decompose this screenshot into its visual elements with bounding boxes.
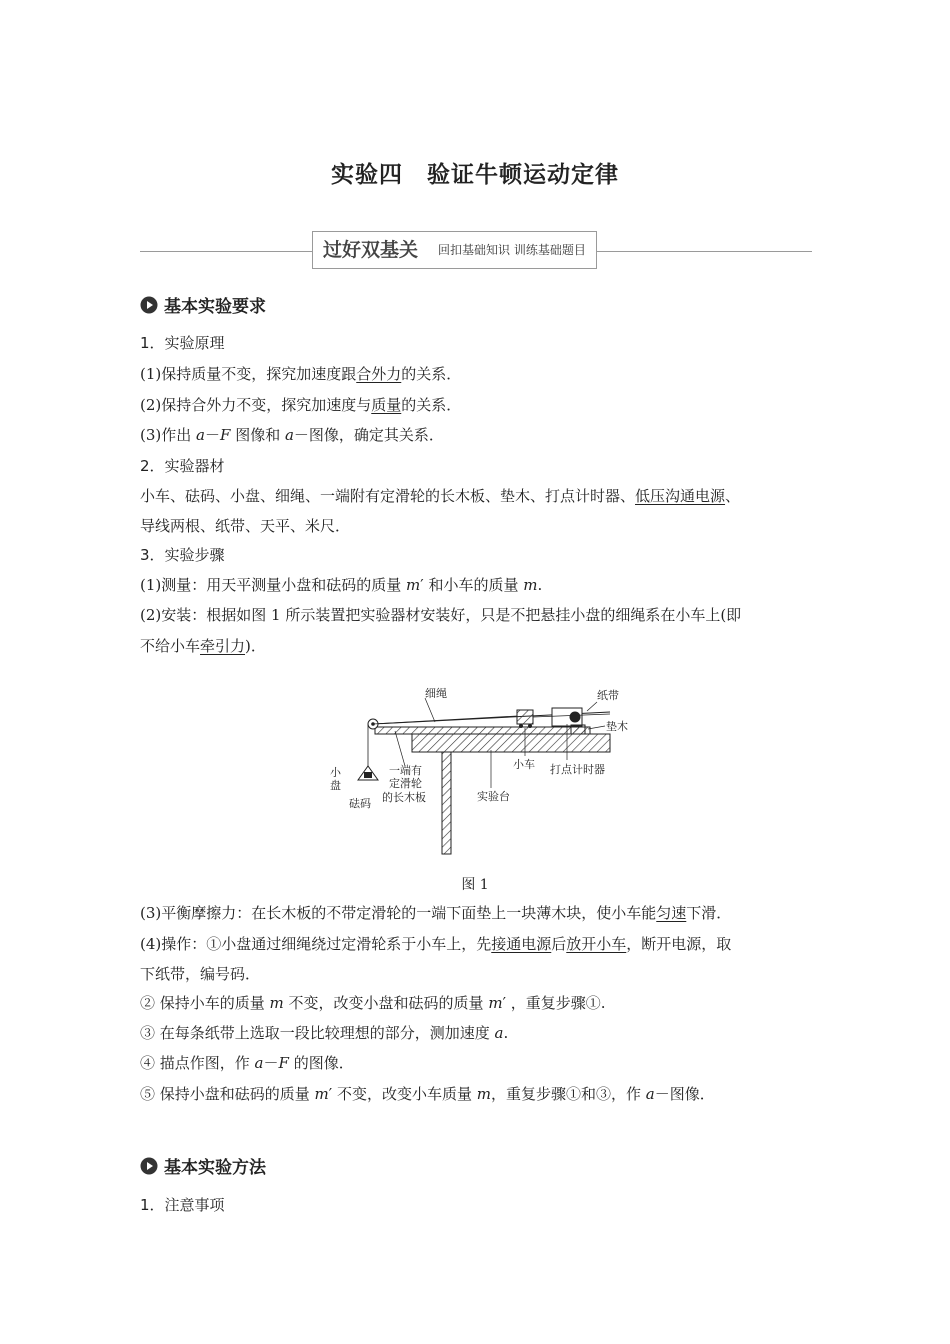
label-table: 实验台 bbox=[477, 790, 510, 803]
table-top bbox=[412, 734, 610, 752]
label-pan-2: 盘 bbox=[330, 779, 341, 792]
label-tape: 纸带 bbox=[597, 689, 619, 702]
label-timer: 打点计时器 bbox=[550, 763, 605, 776]
table-leg bbox=[442, 752, 451, 854]
rope-line bbox=[373, 716, 517, 724]
play-circle-icon bbox=[140, 296, 158, 314]
materials-2: 导线两根、纸带、天平、米尺． bbox=[140, 517, 351, 535]
wood-block-icon bbox=[571, 725, 585, 734]
step-4-cont: 下纸带，编号码． bbox=[140, 965, 261, 983]
materials-1: 小车、砝码、小盘、细绳、一端附有定滑轮的长木板、垫木、打点计时器、低压沟通电源、 bbox=[140, 487, 741, 505]
figure-caption: 图 1 bbox=[461, 877, 489, 893]
section-heading-methods: 基本实验方法 bbox=[140, 1153, 266, 1178]
step-4: (4)操作：①小盘通过细绳绕过定滑轮系于小车上，先接通电源后放开小车，断开电源，取 bbox=[140, 935, 732, 953]
banner-main-label: 过好双基关 bbox=[312, 231, 428, 269]
principle-1: (1)保持质量不变，探究加速度跟合外力的关系． bbox=[140, 365, 462, 383]
page-title: 实验四 验证牛顿运动定律 bbox=[331, 162, 619, 188]
weights-icon bbox=[364, 772, 372, 778]
long-board bbox=[375, 727, 590, 734]
label-board-3: 的长木板 bbox=[382, 791, 426, 804]
play-circle-icon bbox=[140, 1157, 158, 1175]
section-banner bbox=[312, 231, 597, 269]
step-3: (3)平衡摩擦力：在长木板的不带定滑轮的一端下面垫上一块薄木块，使小车能匀速下滑． bbox=[140, 904, 732, 922]
op-3: ③ 在每条纸带上选取一段比较理想的部分，测加速度 a. bbox=[140, 1024, 509, 1042]
label-rope: 细绳 bbox=[425, 687, 447, 700]
op-4: ④ 描点作图，作 a－F 的图像． bbox=[140, 1054, 354, 1072]
principle-2: (2)保持合外力不变，探究加速度与质量的关系． bbox=[140, 396, 462, 414]
label-board-2: 定滑轮 bbox=[389, 777, 422, 790]
heading-materials: 2．实验器材 bbox=[140, 457, 225, 475]
step-2: (2)安装：根据如图 1 所示装置把实验器材安装好，只是不把悬挂小盘的细绳系在小车上(即 bbox=[140, 606, 742, 624]
banner-sub-label: 回扣基础知识 训练基础题目 bbox=[428, 231, 597, 269]
label-cart: 小车 bbox=[513, 758, 535, 771]
heading-steps: 3．实验步骤 bbox=[140, 546, 225, 564]
label-board-1: 一端有 bbox=[389, 764, 422, 777]
op-5: ⑤ 保持小盘和砝码的质量 m′ 不变，改变小车质量 m，重复步骤①和③，作 a－图像． bbox=[140, 1085, 715, 1103]
label-weights: 砝码 bbox=[349, 797, 371, 810]
label-block: 垫木 bbox=[606, 720, 628, 733]
section-heading-requirements: 基本实验要求 bbox=[140, 292, 266, 317]
cart-icon bbox=[517, 710, 533, 724]
step-2-cont: 不给小车牵引力)． bbox=[140, 637, 266, 655]
principle-3: (3)作出 a－F 图像和 a－图像，确定其关系． bbox=[140, 426, 444, 444]
label-pan-1: 小 bbox=[330, 766, 341, 779]
step-1: (1)测量：用天平测量小盘和砝码的质量 m′ 和小车的质量 m. bbox=[140, 576, 543, 594]
op-2: ② 保持小车的质量 m 不变，改变小盘和砝码的质量 m′ ，重复步骤①. bbox=[140, 994, 606, 1012]
apparatus-diagram bbox=[325, 684, 635, 862]
heading-principle: 1．实验原理 bbox=[140, 334, 225, 352]
heading-notes: 1．注意事项 bbox=[140, 1196, 225, 1214]
